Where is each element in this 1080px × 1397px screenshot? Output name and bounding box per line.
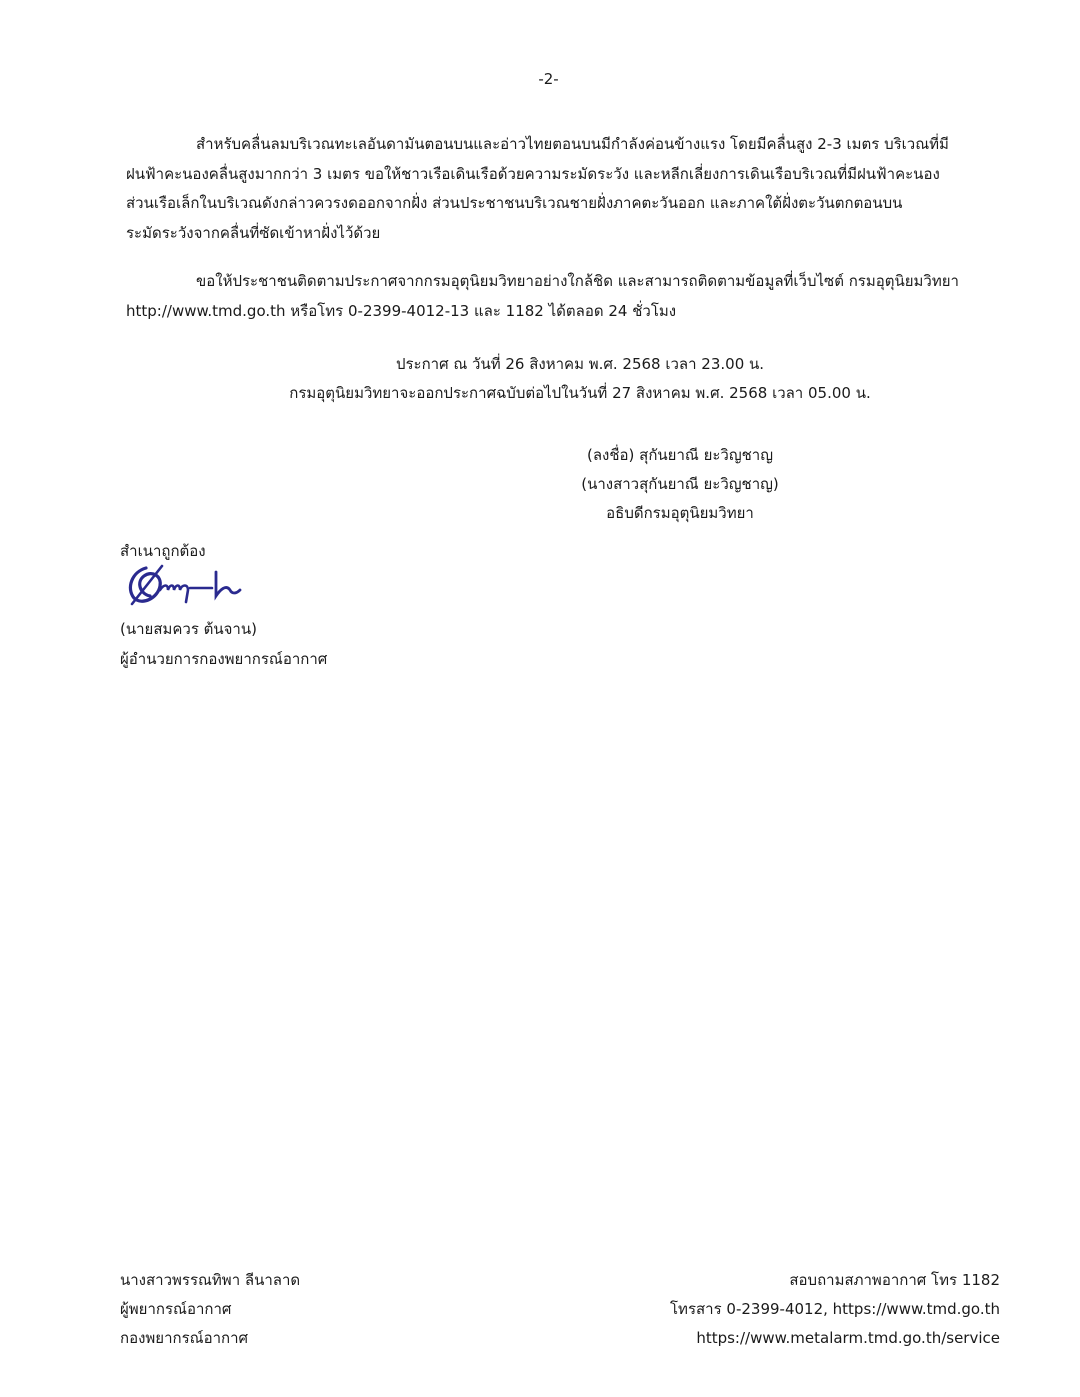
signatory-name: (นางสาวสุกันยาณี ยะวิญชาญ) (581, 475, 779, 493)
forecaster-role: ผู้พยากรณ์อากาศ (120, 1300, 232, 1318)
paragraph-line: ฝนฟ้าคะนองคลื่นสูงมากกว่า 3 เมตร ขอให้ชาวเรือเดินเรือด้วยความระมัดระวัง และหลีกเลี่ยงการเดินเรือบริเวณที่มีฝนฟ้าคะนอง (126, 164, 940, 183)
announcement-block (230, 350, 930, 408)
announcement-next: กรมอุตุนิยมวิทยาจะออกประกาศฉบับต่อไปในวันที่ 27 สิงหาคม พ.ศ. 2568 เวลา 05.00 น. (289, 384, 871, 402)
handwritten-signature (124, 560, 244, 610)
paragraph-line: http://www.tmd.go.th หรือโทร 0-2399-4012-13 และ 1182 ได้ตลอด 24 ชั่วโมง (126, 301, 677, 320)
paragraph-line: ระมัดระวังจากคลื่นที่ซัดเข้าหาฝั่งไว้ด้วย (126, 223, 381, 242)
footer-forecaster (120, 1266, 300, 1353)
paragraph-line: ส่วนเรือเล็กในบริเวณดังกล่าวควรงดออกจากฝั่ง ส่วนประชาชนบริเวณชายฝั่งภาคตะวันออก และภาคใต้ฝั่งตะวันตกตอนบน (126, 194, 903, 212)
certified-copy-title: ผู้อำนวยการกองพยากรณ์อากาศ (120, 650, 328, 668)
contact-hotline: สอบถามสภาพอากาศ โทร 1182 (789, 1271, 1000, 1289)
forecaster-division: กองพยากรณ์อากาศ (120, 1329, 249, 1347)
contact-service-url: https://www.metalarm.tmd.go.th/service (696, 1329, 1000, 1347)
signatory-block (440, 441, 920, 528)
forecaster-name: นางสาวพรรณทิพา ลีนาลาด (120, 1271, 301, 1289)
paragraph-sea-warning (126, 130, 971, 248)
certified-copy-name: (นายสมควร ต้นจาน) (120, 620, 257, 638)
announcement-issued: ประกาศ ณ วันที่ 26 สิงหาคม พ.ศ. 2568 เวลา 23.00 น. (395, 355, 765, 373)
paragraph-line: สำหรับคลื่นลมบริเวณทะเลอันดามันตอนบนและอ่าวไทยตอนบนมีกำลังค่อนข้างแรง โดยมีคลื่นสูง 2-3 เมตร บริเวณที่มี (196, 135, 949, 153)
certified-copy-label: สำเนาถูกต้อง (120, 542, 206, 560)
paragraph-line: ขอให้ประชาชนติดตามประกาศจากกรมอุตุนิยมวิทยาอย่างใกล้ชิด และสามารถติดตามข้อมูลที่เว็บไซต์ กรมอุตุนิยมวิทยา (196, 272, 959, 290)
footer-contact (670, 1266, 1000, 1353)
page-number: -2- (538, 70, 559, 88)
contact-fax: โทรสาร 0-2399-4012, https://www.tmd.go.th (670, 1300, 1000, 1318)
signatory-signed: (ลงชื่อ) สุกันยาณี ยะวิญชาญ (587, 446, 773, 464)
paragraph-follow-updates (126, 267, 971, 326)
signatory-title: อธิบดีกรมอุตุนิยมวิทยา (606, 504, 754, 522)
